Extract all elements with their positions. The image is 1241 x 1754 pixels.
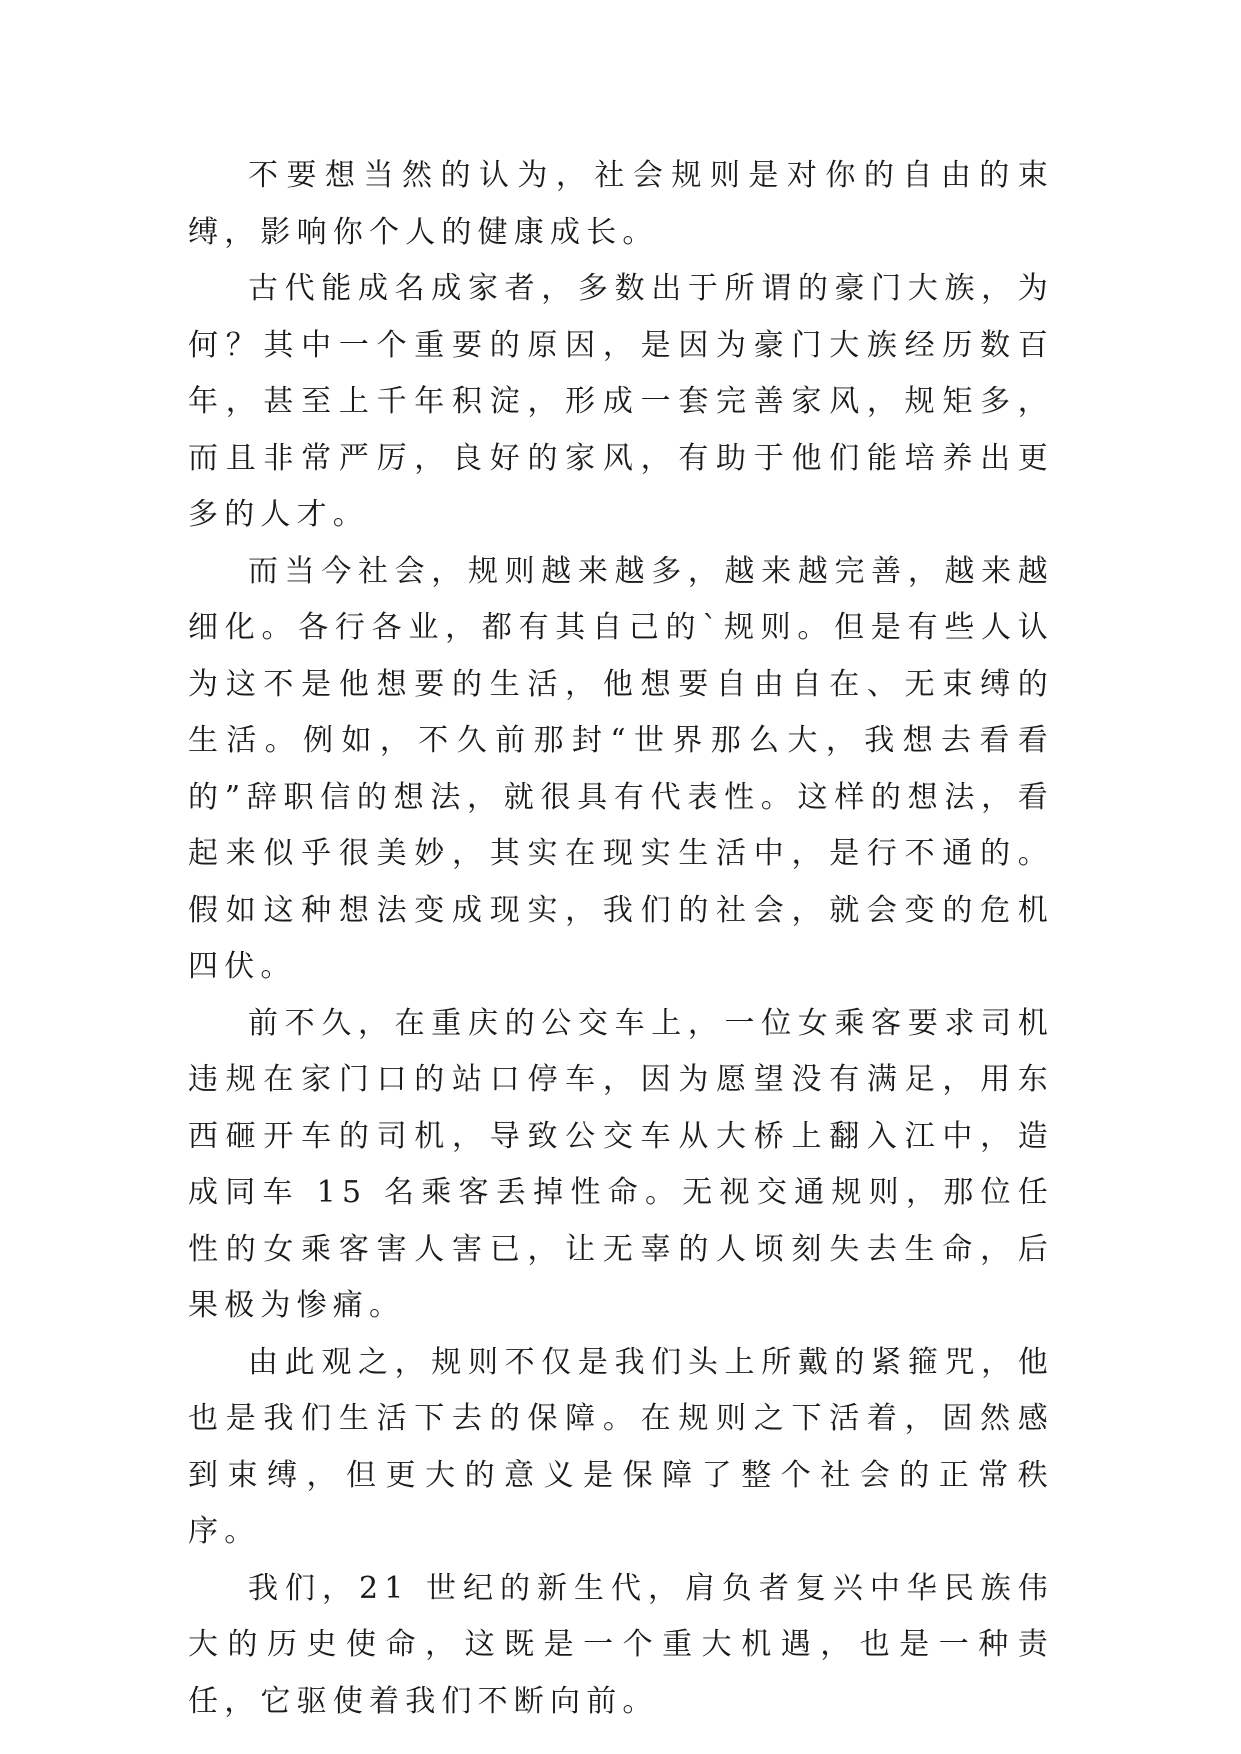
- document-body: [188, 148, 1054, 1730]
- paragraph-1: 不要想当然的认为，社会规则是对你的自由的束缚，影响你个人的健康成长。: [188, 158, 1054, 250]
- paragraph-2: 古代能成名成家者，多数出于所谓的豪门大族，为何？其中一个重要的原因，是因为豪门大族经历数百年，甚至上千年积淀，形成一套完善家风，规矩多，而且非常严厉，良好的家风，有助于他们能培养出更多的人才。: [188, 271, 1054, 532]
- paragraph-5: 由此观之，规则不仅是我们头上所戴的紧箍咒，他也是我们生活下去的保障。在规则之下活着，固然感到束缚，但更大的意义是保障了整个社会的正常秩序。: [188, 1344, 1054, 1549]
- paragraph-4: 前不久，在重庆的公交车上，一位女乘客要求司机违规在家门口的站口停车，因为愿望没有满足，用东西砸开车的司机，导致公交车从大桥上翻入江中，造成同车 15 名乘客丢掉性命。无视交通规则，那位任性的女乘客害人害已，让无辜的人顷刻失去生命，后果极为惨痛。: [188, 1005, 1054, 1323]
- paragraph-6: 我们，21 世纪的新生代，肩负者复兴中华民族伟大的历史使命，这既是一个重大机遇，也是一种责任，它驱使着我们不断向前。: [188, 1570, 1054, 1719]
- paragraph-3: 而当今社会，规则越来越多，越来越完善，越来越细化。各行各业，都有其自己的`规则。但是有些人认为这不是他想要的生活，他想要自由自在、无束缚的生活。例如，不久前那封“世界那么大，我想去看看的”辞职信的想法，就很具有代表性。这样的想法，看起来似乎很美妙，其实在现实生活中，是行不通的。假如这种想法变成现实，我们的社会，就会变的危机四伏。: [188, 553, 1054, 984]
